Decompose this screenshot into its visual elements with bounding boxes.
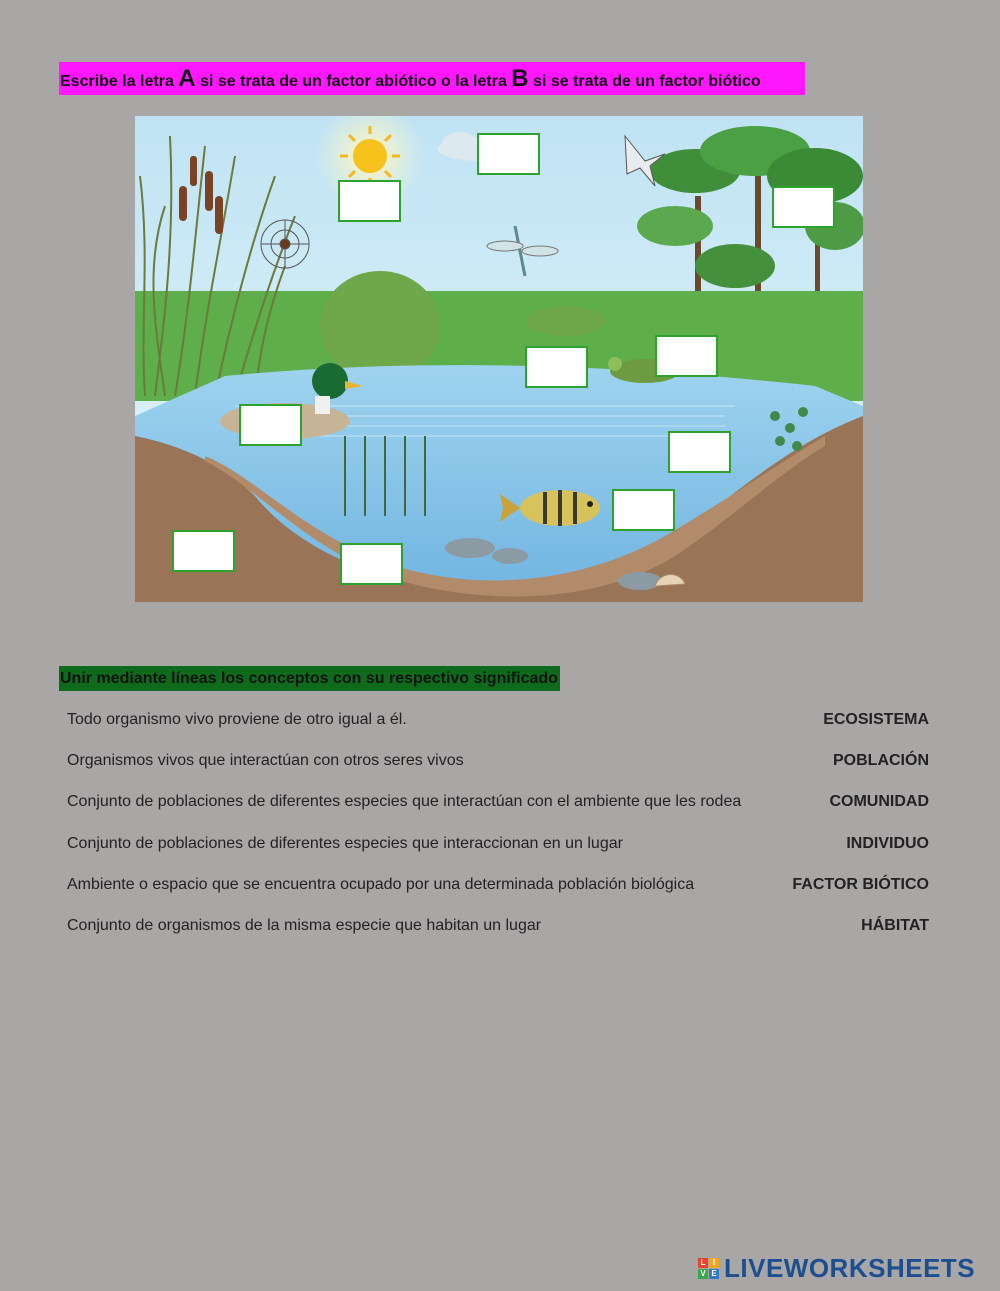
instruction-part1: Escribe la letra bbox=[60, 73, 179, 90]
answer-box-rocks[interactable] bbox=[340, 543, 403, 585]
answer-box-trees[interactable] bbox=[772, 186, 835, 228]
logo-letter-l: L bbox=[698, 1258, 708, 1268]
concept-habitat[interactable]: HÁBITAT bbox=[861, 917, 929, 934]
answer-box-fish[interactable] bbox=[612, 489, 675, 531]
logo-letter-e: E bbox=[709, 1269, 719, 1279]
definition-3[interactable]: Conjunto de poblaciones de diferentes especies que interactúan con el ambiente que les rodea bbox=[67, 793, 742, 810]
instruction-part3: si se trata de un factor biótico bbox=[528, 73, 761, 90]
concept-individuo[interactable]: INDIVIDUO bbox=[846, 835, 929, 852]
pond-ecosystem-illustration bbox=[135, 116, 863, 602]
definition-6[interactable]: Conjunto de organismos de la misma especie que habitan un lugar bbox=[67, 917, 542, 934]
letter-a: A bbox=[178, 65, 196, 92]
concept-comunidad[interactable]: COMUNIDAD bbox=[829, 793, 929, 810]
answer-box-sun[interactable] bbox=[338, 180, 401, 222]
liveworksheets-brand bbox=[698, 1255, 994, 1287]
definition-5[interactable]: Ambiente o espacio que se encuentra ocupado por una determinada población biológica bbox=[67, 876, 695, 893]
concept-ecosistema[interactable]: ECOSISTEMA bbox=[823, 711, 929, 728]
concept-factor-biotico[interactable]: FACTOR BIÓTICO bbox=[792, 876, 929, 893]
answer-box-cloud[interactable] bbox=[477, 133, 540, 175]
concept-poblacion[interactable]: POBLACIÓN bbox=[833, 752, 929, 769]
logo-letter-i: I bbox=[709, 1258, 719, 1268]
matching-title: Unir mediante líneas los conceptos con su respectivo significado bbox=[59, 666, 560, 691]
definition-2[interactable]: Organismos vivos que interactúan con otros seres vivos bbox=[67, 752, 464, 769]
answer-box-plants[interactable] bbox=[668, 431, 731, 473]
answer-box-duck[interactable] bbox=[239, 404, 302, 446]
letter-b: B bbox=[511, 65, 529, 92]
definition-1[interactable]: Todo organismo vivo proviene de otro igual a él. bbox=[67, 711, 407, 728]
definition-4[interactable]: Conjunto de poblaciones de diferentes especies que interaccionan en un lugar bbox=[67, 835, 623, 852]
liveworksheets-logo-icon bbox=[698, 1258, 720, 1280]
answer-box-frog[interactable] bbox=[655, 335, 718, 377]
logo-letter-v: V bbox=[698, 1269, 708, 1279]
instruction-title bbox=[59, 62, 805, 95]
answer-box-water[interactable] bbox=[525, 346, 588, 388]
spider-icon bbox=[261, 220, 309, 268]
answer-box-soil[interactable] bbox=[172, 530, 235, 572]
brand-text: LIVEWORKSHEETS bbox=[724, 1253, 976, 1283]
instruction-part2: si se trata de un factor abiótico o la letra bbox=[195, 73, 512, 90]
